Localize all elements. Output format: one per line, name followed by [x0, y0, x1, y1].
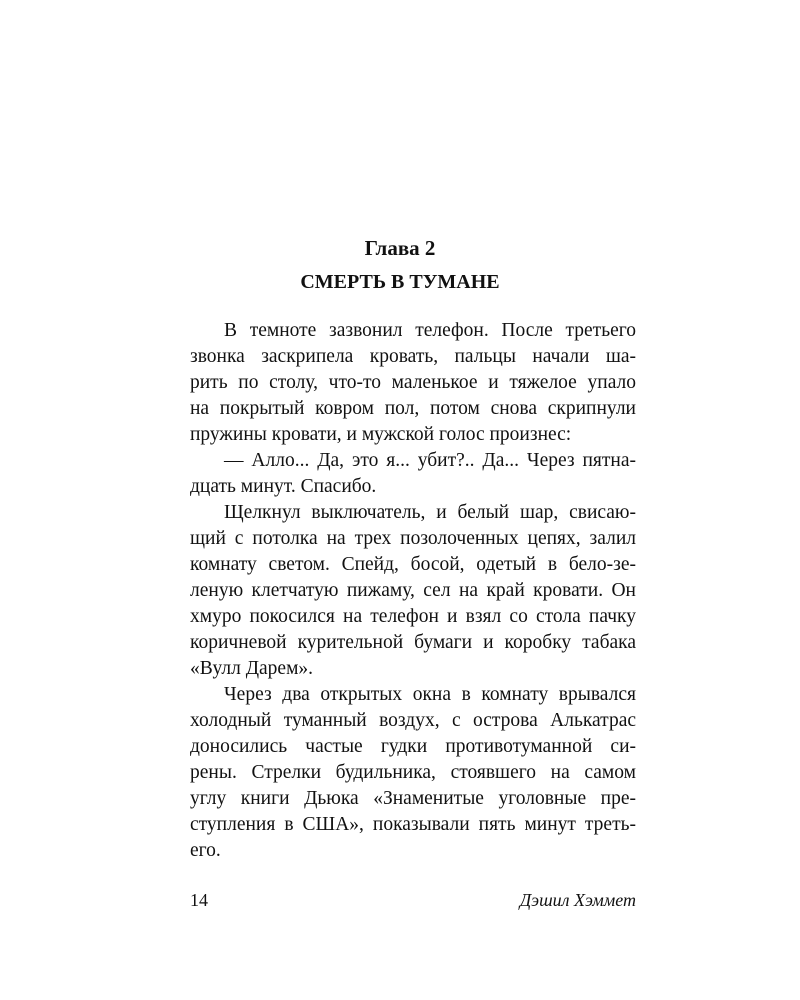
- text-line: углу книги Дьюка «Знаменитые уголовные пре-: [190, 788, 636, 809]
- text-line: «Вулл Дарем».: [190, 658, 314, 679]
- text-line: леную клетчатую пижаму, сел на край кровати. Он: [190, 580, 636, 601]
- chapter-body: [190, 318, 636, 864]
- chapter-title: СМЕРТЬ В ТУМАНЕ: [300, 271, 500, 293]
- text-line: звонка заскрипела кровать, пальцы начали ша-: [190, 346, 636, 367]
- text-line: коричневой курительной бумаги и коробку табака: [190, 632, 636, 653]
- text-line: В темноте зазвонил телефон. После третьего: [224, 320, 636, 341]
- text-line: Щелкнул выключатель, и белый шар, свисаю-: [224, 502, 636, 523]
- text-line: комнату светом. Спейд, босой, одетый в бело-зе-: [190, 554, 636, 575]
- text-line: ступления в США», показывали пять минут треть-: [190, 814, 636, 835]
- text-line: рены. Стрелки будильника, стоявшего на самом: [190, 762, 636, 783]
- text-line: его.: [190, 840, 221, 861]
- text-line: хмуро покосился на телефон и взял со стола пачку: [190, 606, 636, 627]
- text-line: рить по столу, что-то маленькое и тяжелое упало: [190, 372, 636, 393]
- page-number: 14: [190, 890, 208, 910]
- text-line: — Алло... Да, это я... убит?.. Да... Через пятна-: [224, 450, 636, 471]
- text-line: Через два открытых окна в комнату врывался: [224, 684, 636, 705]
- chapter-number: Глава 2: [364, 236, 436, 260]
- running-footer-author: Дэшил Хэммет: [519, 890, 636, 910]
- text-line: щий с потолка на трех позолоченных цепях, залил: [190, 528, 636, 549]
- text-line: дцать минут. Спасибо.: [190, 476, 377, 497]
- text-line: холодный туманный воздух, с острова Алькатрас: [190, 710, 636, 731]
- text-line: пружины кровати, и мужской голос произнес:: [190, 424, 572, 445]
- text-line: на покрытый ковром пол, потом снова скрипнули: [190, 398, 636, 419]
- text-line: доносились частые гудки противотуманной си-: [190, 736, 636, 757]
